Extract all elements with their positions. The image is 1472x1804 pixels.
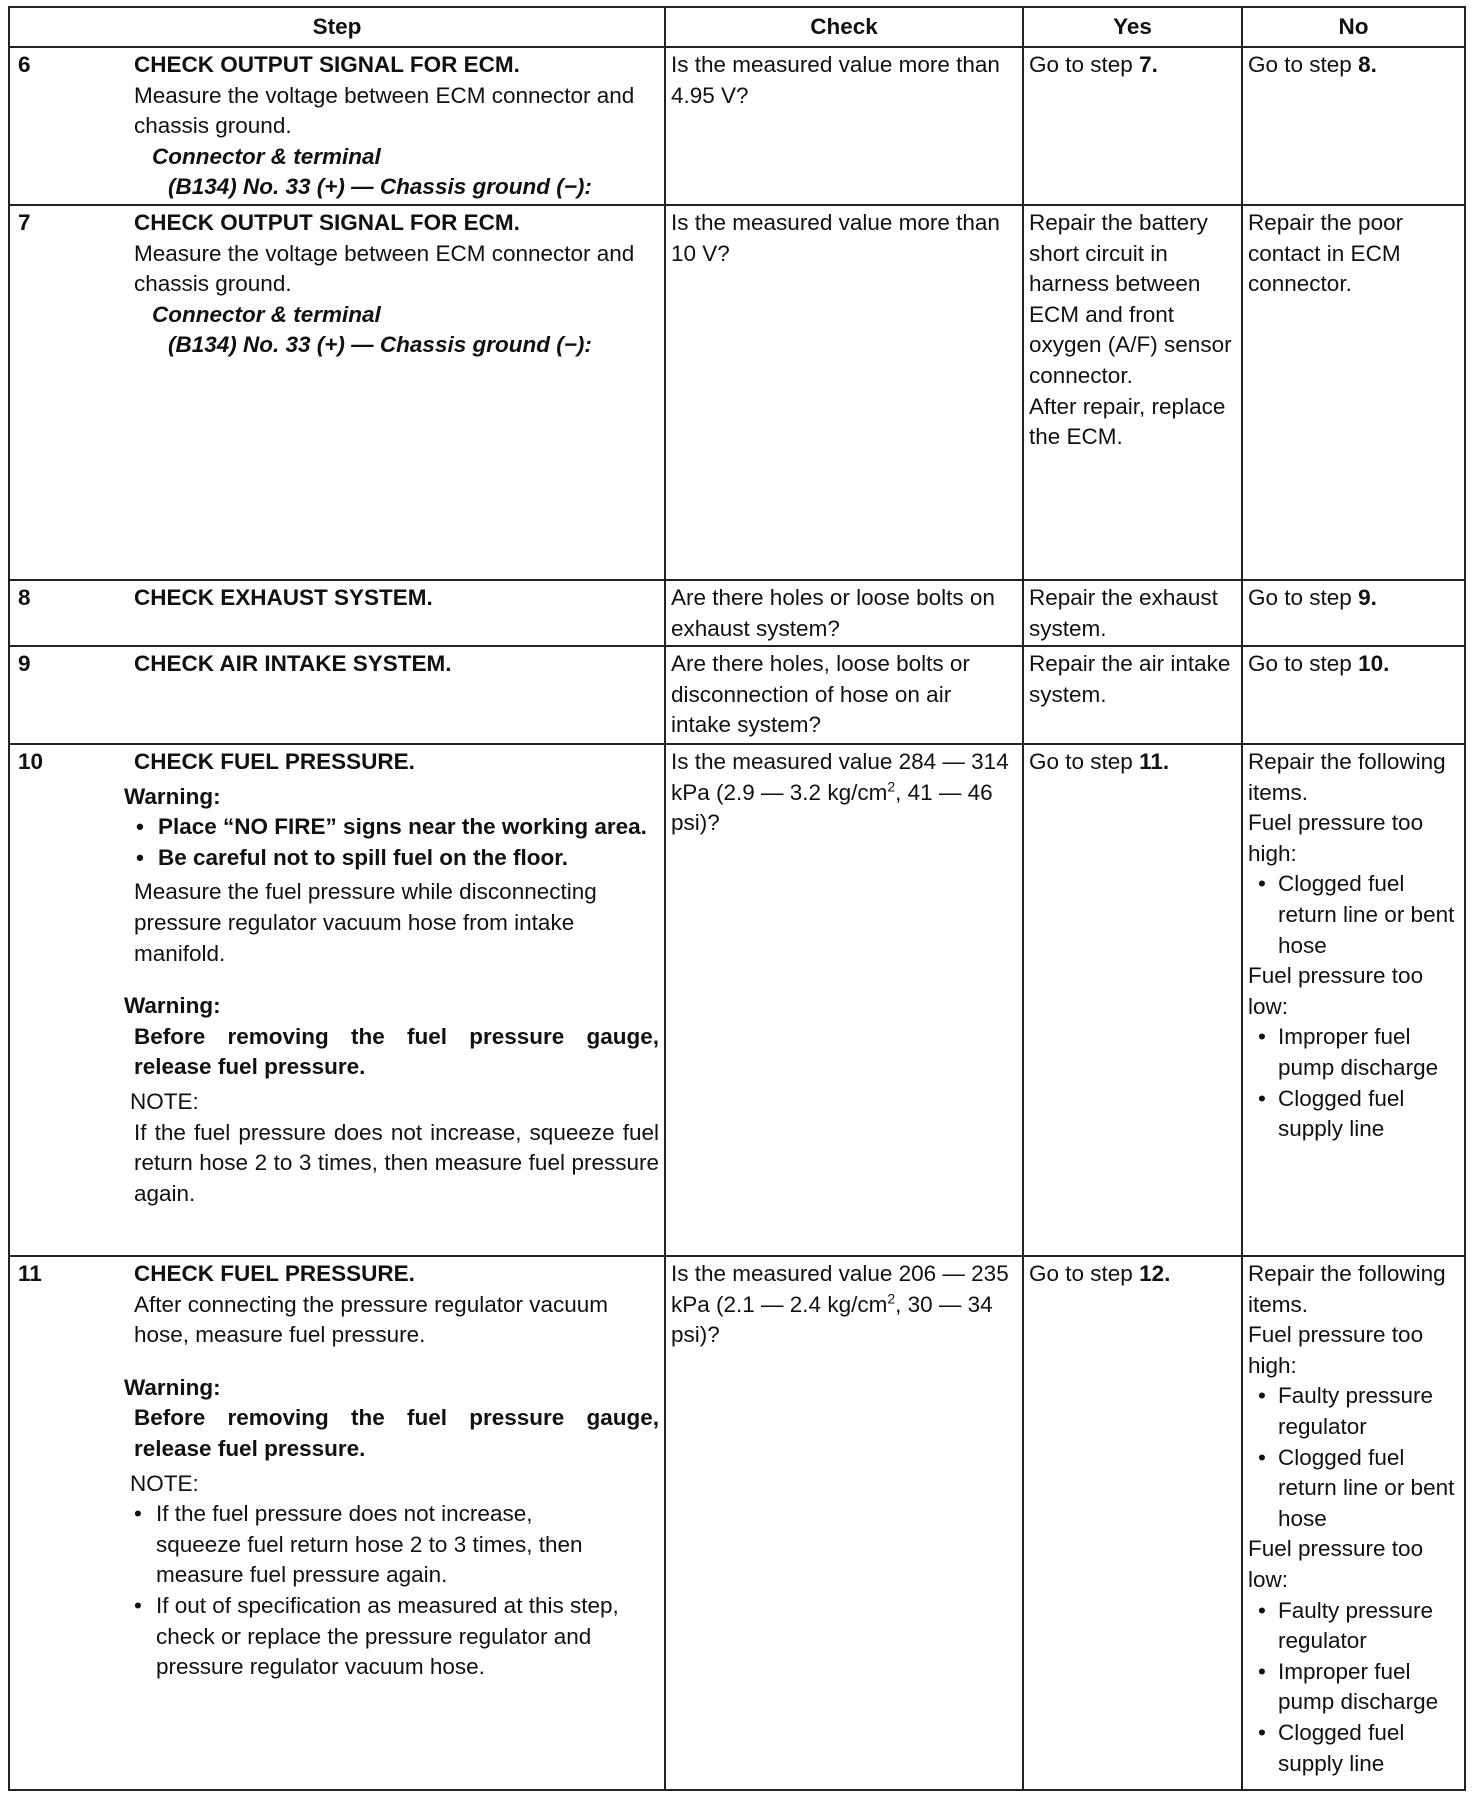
no-step-ref: 10. bbox=[1358, 651, 1390, 676]
step-title: CHECK FUEL PRESSURE. bbox=[134, 749, 415, 774]
header-no: No bbox=[1242, 7, 1465, 47]
yes-step-ref: 12. bbox=[1139, 1261, 1171, 1286]
no-low-item: • Improper fuel pump discharge bbox=[1248, 1022, 1459, 1083]
no-intro: Repair the following items. bbox=[1248, 1261, 1446, 1317]
diagnostic-table bbox=[8, 6, 1466, 1791]
step-number: 11 bbox=[18, 1261, 42, 1286]
step-body: After connecting the pressure regulator vacuum hose, measure fuel pressure. bbox=[134, 1291, 609, 1348]
table-row-step-8 bbox=[9, 580, 1465, 646]
step-body: Measure the voltage between ECM connector and chassis ground. bbox=[134, 82, 635, 139]
check-superscript: 2 bbox=[887, 778, 896, 795]
header-yes: Yes bbox=[1023, 7, 1242, 47]
no-low-item: • Clogged fuel supply line bbox=[1248, 1084, 1459, 1145]
step-title: CHECK AIR INTAKE SYSTEM. bbox=[134, 651, 452, 676]
no-low-item: • Faulty pressure regulator bbox=[1248, 1596, 1459, 1657]
yes-text: Go to step bbox=[1029, 1261, 1140, 1286]
check-text-end: , 41 — 46 psi)? bbox=[671, 779, 993, 836]
warning-label: Warning: bbox=[124, 993, 221, 1019]
yes-cell bbox=[1023, 205, 1242, 580]
no-high-item: • Faulty pressure regulator bbox=[1248, 1381, 1459, 1442]
no-text: Go to step bbox=[1248, 52, 1359, 77]
yes-step-ref: 11. bbox=[1139, 749, 1170, 774]
note-text: If the fuel pressure does not increase, squeeze fuel return hose 2 to 3 times, then measure fuel pressure again. bbox=[134, 1119, 659, 1206]
table-row-step-10 bbox=[9, 744, 1465, 1256]
no-step-ref: 9. bbox=[1358, 585, 1377, 610]
step-number: 7 bbox=[18, 210, 31, 235]
step-cell bbox=[9, 646, 665, 744]
check-cell: Is the measured value more than 4.95 V? bbox=[665, 47, 1023, 205]
check-text-end: , 30 — 34 psi)? bbox=[671, 1291, 993, 1348]
step-title: CHECK OUTPUT SIGNAL FOR ECM. bbox=[134, 52, 520, 77]
warning-bullet: • Place “NO FIRE” signs near the working area. bbox=[134, 812, 659, 843]
step-number: 9 bbox=[18, 651, 31, 676]
step-cell bbox=[9, 1256, 665, 1790]
connector-terminal: (B134) No. 33 (+) — Chassis ground (−): bbox=[168, 332, 592, 358]
step-number: 6 bbox=[18, 52, 31, 77]
yes-text: Repair the battery short circuit in harness between ECM and front oxygen (A/F) sensor connector. bbox=[1029, 210, 1232, 388]
no-cell bbox=[1242, 646, 1465, 744]
no-high-item: • Clogged fuel return line or bent hose bbox=[1248, 1443, 1459, 1535]
no-cell bbox=[1242, 1256, 1465, 1790]
no-text: Go to step bbox=[1248, 651, 1359, 676]
no-step-ref: 8. bbox=[1358, 52, 1377, 77]
connector-heading: Connector & terminal bbox=[152, 143, 381, 169]
check-cell bbox=[665, 1256, 1023, 1790]
step-body: Measure the fuel pressure while disconnecting pressure regulator vacuum hose from intake manifold. bbox=[134, 879, 597, 966]
header-check: Check bbox=[665, 7, 1023, 47]
table-header-row bbox=[9, 7, 1465, 47]
warning-label: Warning: bbox=[124, 783, 221, 809]
no-low-label: Fuel pressure too low: bbox=[1248, 1536, 1424, 1592]
no-cell: Repair the poor contact in ECM connector. bbox=[1242, 205, 1465, 580]
connector-terminal: (B134) No. 33 (+) — Chassis ground (−): bbox=[168, 174, 592, 200]
connector-heading: Connector & terminal bbox=[152, 301, 381, 327]
table-row-step-7 bbox=[9, 205, 1465, 580]
step-title: CHECK EXHAUST SYSTEM. bbox=[134, 585, 433, 610]
yes-cell bbox=[1023, 1256, 1242, 1790]
step-body: Measure the voltage between ECM connector and chassis ground. bbox=[134, 240, 635, 297]
note-bullet: • If out of specification as measured at this step, check or replace the pressure regulator and pressure regulator vacuum hose. bbox=[132, 1591, 659, 1683]
warning-text: Before removing the fuel pressure gauge, release fuel pressure. bbox=[134, 1023, 659, 1080]
table-row-step-9 bbox=[9, 646, 1465, 744]
note-label: NOTE: bbox=[130, 1470, 199, 1496]
no-high-item: • Clogged fuel return line or bent hose bbox=[1248, 869, 1459, 961]
table-row-step-11 bbox=[9, 1256, 1465, 1790]
no-text: Go to step bbox=[1248, 585, 1359, 610]
yes-cell: Repair the exhaust system. bbox=[1023, 580, 1242, 646]
no-intro: Repair the following items. bbox=[1248, 749, 1446, 805]
yes-cell bbox=[1023, 744, 1242, 1256]
note-bullet: • If the fuel pressure does not increase, squeeze fuel return hose 2 to 3 times, then measure fuel pressure again. bbox=[132, 1499, 659, 1591]
warning-bullet: • Be careful not to spill fuel on the floor. bbox=[134, 843, 659, 874]
check-cell bbox=[665, 744, 1023, 1256]
check-cell: Are there holes or loose bolts on exhaust system? bbox=[665, 580, 1023, 646]
yes-step-ref: 7. bbox=[1139, 52, 1158, 77]
yes-after-text: After repair, replace the ECM. bbox=[1029, 393, 1226, 450]
yes-cell bbox=[1023, 47, 1242, 205]
step-cell bbox=[9, 205, 665, 580]
no-cell bbox=[1242, 580, 1465, 646]
step-number: 8 bbox=[18, 585, 31, 610]
warning-text: Before removing the fuel pressure gauge, release fuel pressure. bbox=[134, 1405, 659, 1461]
no-low-label: Fuel pressure too low: bbox=[1248, 963, 1424, 1019]
warning-label: Warning: bbox=[124, 1374, 221, 1400]
step-cell bbox=[9, 744, 665, 1256]
step-title: CHECK OUTPUT SIGNAL FOR ECM. bbox=[134, 210, 520, 235]
step-number: 10 bbox=[18, 749, 44, 774]
check-superscript: 2 bbox=[887, 1290, 896, 1307]
table-row-step-6 bbox=[9, 47, 1465, 205]
check-text: Is the measured value 284 — 314 kPa (2.9 — 3.2 kg/cm bbox=[671, 749, 1009, 805]
step-title: CHECK FUEL PRESSURE. bbox=[134, 1261, 415, 1286]
step-cell bbox=[9, 580, 665, 646]
no-cell bbox=[1242, 47, 1465, 205]
header-step: Step bbox=[9, 7, 665, 47]
no-low-item: • Improper fuel pump discharge bbox=[1248, 1657, 1459, 1718]
check-cell: Is the measured value more than 10 V? bbox=[665, 205, 1023, 580]
check-cell: Are there holes, loose bolts or disconnection of hose on air intake system? bbox=[665, 646, 1023, 744]
check-text: Is the measured value 206 — 235 kPa (2.1 — 2.4 kg/cm bbox=[671, 1261, 1009, 1317]
note-label: NOTE: bbox=[130, 1088, 199, 1114]
yes-cell: Repair the air intake system. bbox=[1023, 646, 1242, 744]
yes-text: Go to step bbox=[1029, 749, 1140, 774]
no-cell bbox=[1242, 744, 1465, 1256]
no-low-item: • Clogged fuel supply line bbox=[1248, 1718, 1459, 1779]
step-cell bbox=[9, 47, 665, 205]
no-high-label: Fuel pressure too high: bbox=[1248, 1322, 1424, 1378]
no-high-label: Fuel pressure too high: bbox=[1248, 810, 1424, 866]
yes-text: Go to step bbox=[1029, 52, 1140, 77]
